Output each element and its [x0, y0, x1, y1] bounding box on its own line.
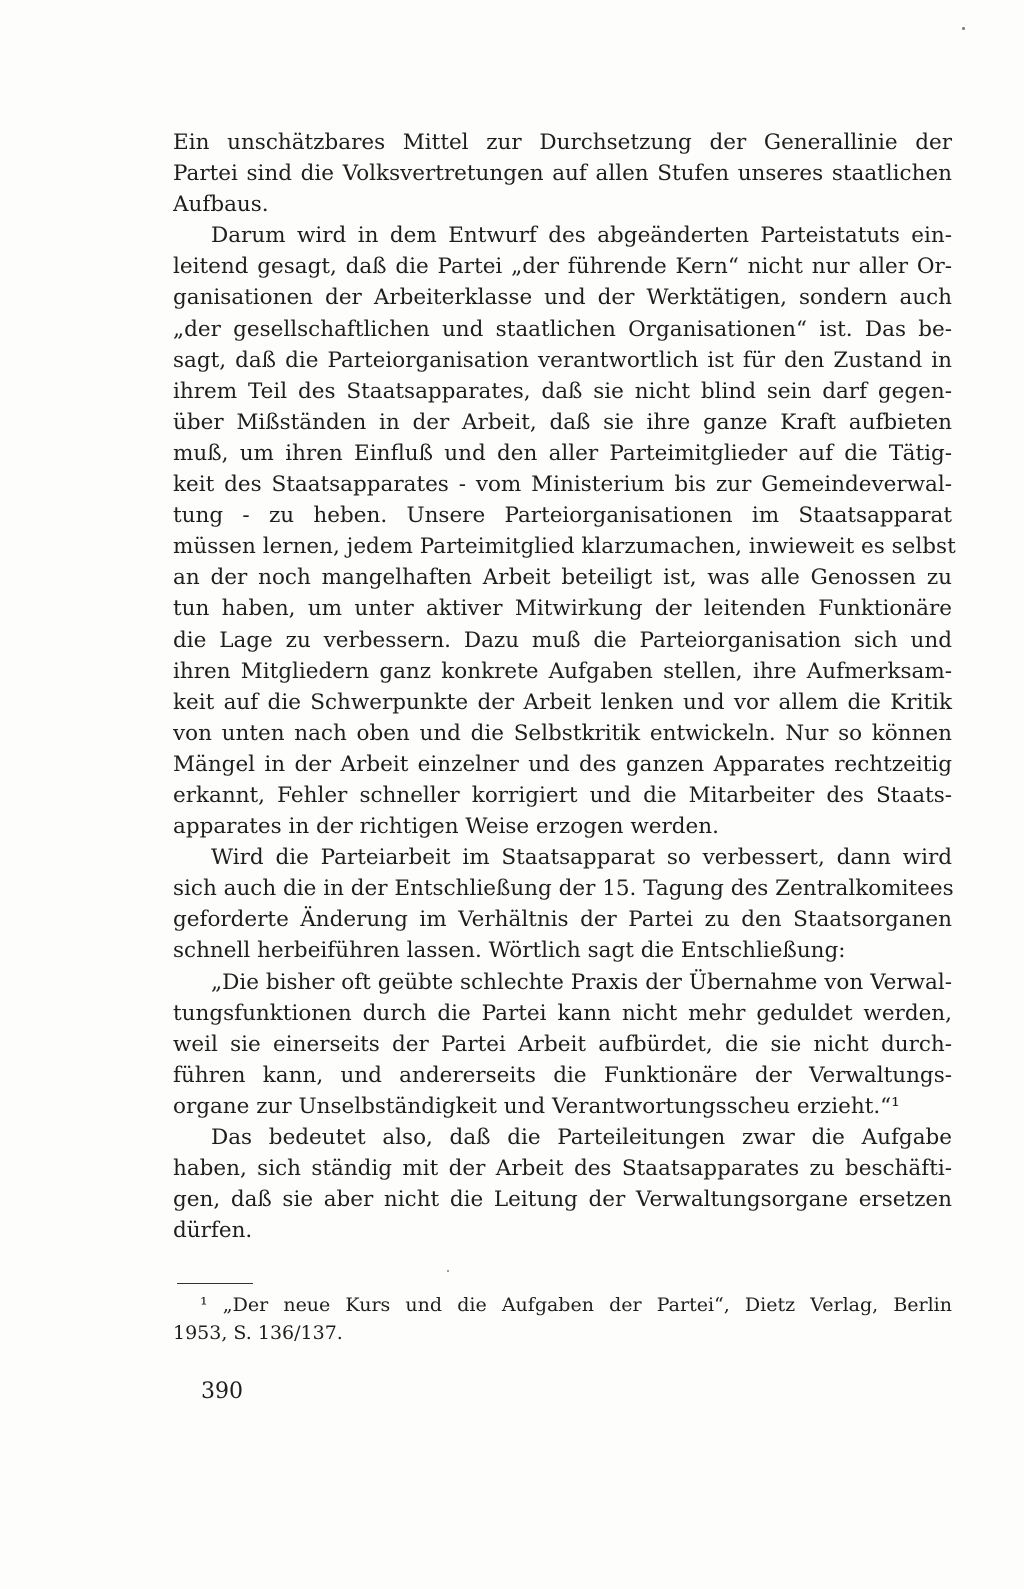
text-line: keit auf die Schwerpunkte der Arbeit lenken und vor allem die Kritik — [173, 689, 952, 715]
footnote-text: „Der neue Kurs und die Aufgaben der Partei“, Dietz Verlag, Berlin — [222, 1294, 952, 1316]
footnote-divider — [177, 1283, 253, 1284]
footnote-line — [173, 1291, 952, 1319]
quote-line: organe zur Unselbständigkeit und Verantwortungsscheu erzieht.“¹ — [173, 1093, 900, 1119]
body-text — [173, 127, 956, 1246]
text-line: Darum wird in dem Entwurf des abgeänderten Parteistatuts ein- — [211, 223, 952, 249]
text-line: muß, um ihren Einfluß und den aller Parteimitglieder auf die Tätig- — [173, 440, 952, 466]
text-line: schnell herbeiführen lassen. Wörtlich sagt die Entschließung: — [173, 938, 846, 964]
text-line: müssen lernen, jedem Parteimitglied klarzumachen, inwieweit es selbst — [173, 534, 956, 560]
text-line: geforderte Änderung im Verhältnis der Partei zu den Staatsorganen — [173, 907, 952, 933]
page-number: 390 — [201, 1379, 243, 1404]
footnote — [173, 1291, 952, 1347]
text-line: von unten nach oben und die Selbstkritik entwickeln. Nur so können — [173, 720, 952, 746]
text-line: tung - zu heben. Unsere Parteiorganisationen im Staatsapparat — [173, 503, 952, 529]
text-line: die Lage zu verbessern. Dazu muß die Parteiorganisation sich und — [173, 627, 952, 653]
text-line: tun haben, um unter aktiver Mitwirkung der leitenden Funktionäre — [173, 596, 952, 622]
scan-speck — [447, 1270, 449, 1272]
quote-line: weil sie einerseits der Partei Arbeit aufbürdet, die sie nicht durch- — [173, 1031, 952, 1057]
quote-line: tungsfunktionen durch die Partei kann nicht mehr geduldet werden, — [173, 1000, 952, 1026]
text-line: Aufbaus. — [173, 192, 269, 218]
text-line: ihrem Teil des Staatsapparates, daß sie nicht blind sein darf gegen- — [173, 378, 952, 404]
footnote-marker: ¹ — [200, 1294, 208, 1316]
text-line: leitend gesagt, daß die Partei „der führende Kern“ nicht nur aller Or- — [173, 254, 952, 280]
text-line: haben, sich ständig mit der Arbeit des Staatsapparates zu beschäfti- — [173, 1156, 952, 1182]
text-line: sich auch die in der Entschließung der 15. Tagung des Zentralkomitees — [173, 876, 954, 902]
scan-speck — [962, 27, 965, 30]
text-line: gen, daß sie aber nicht die Leitung der Verwaltungsorgane ersetzen — [173, 1187, 952, 1213]
text-line: Das bedeutet also, daß die Parteileitungen zwar die Aufgabe — [211, 1125, 952, 1150]
text-line: apparates in der richtigen Weise erzogen werden. — [173, 814, 719, 840]
text-line: ihren Mitgliedern ganz konkrete Aufgaben stellen, ihre Aufmerksam- — [173, 658, 952, 684]
text-line: an der noch mangelhaften Arbeit beteiligt ist, was alle Genossen zu — [173, 565, 952, 591]
text-line: dürfen. — [173, 1218, 253, 1244]
text-line: Ein unschätzbares Mittel zur Durchsetzung der Generallinie der — [173, 130, 952, 155]
text-line: keit des Staatsapparates - vom Ministerium bis zur Gemeindeverwal- — [173, 472, 952, 498]
text-line: über Mißständen in der Arbeit, daß sie ihre ganze Kraft aufbieten — [173, 409, 952, 435]
footnote-line: 1953, S. 136/137. — [173, 1322, 343, 1344]
text-line: Wird die Parteiarbeit im Staatsapparat so verbessert, dann wird — [211, 845, 952, 871]
text-line: erkannt, Fehler schneller korrigiert und die Mitarbeiter des Staats- — [173, 782, 952, 808]
text-line: „der gesellschaftlichen und staatlichen Organisationen“ ist. Das be- — [173, 316, 952, 342]
text-line: Partei sind die Volksvertretungen auf allen Stufen unseres staatlichen — [173, 161, 952, 187]
quote-line: führen kann, und andererseits die Funktionäre der Verwaltungs- — [173, 1062, 952, 1088]
text-line: Mängel in der Arbeit einzelner und des ganzen Apparates rechtzeitig — [173, 751, 952, 777]
text-line: ganisationen der Arbeiterklasse und der Werktätigen, sondern auch — [173, 285, 952, 311]
quote-line: „Die bisher oft geübte schlechte Praxis der Übernahme von Verwal- — [211, 969, 952, 995]
text-line: sagt, daß die Parteiorganisation verantwortlich ist für den Zustand in — [173, 347, 952, 373]
